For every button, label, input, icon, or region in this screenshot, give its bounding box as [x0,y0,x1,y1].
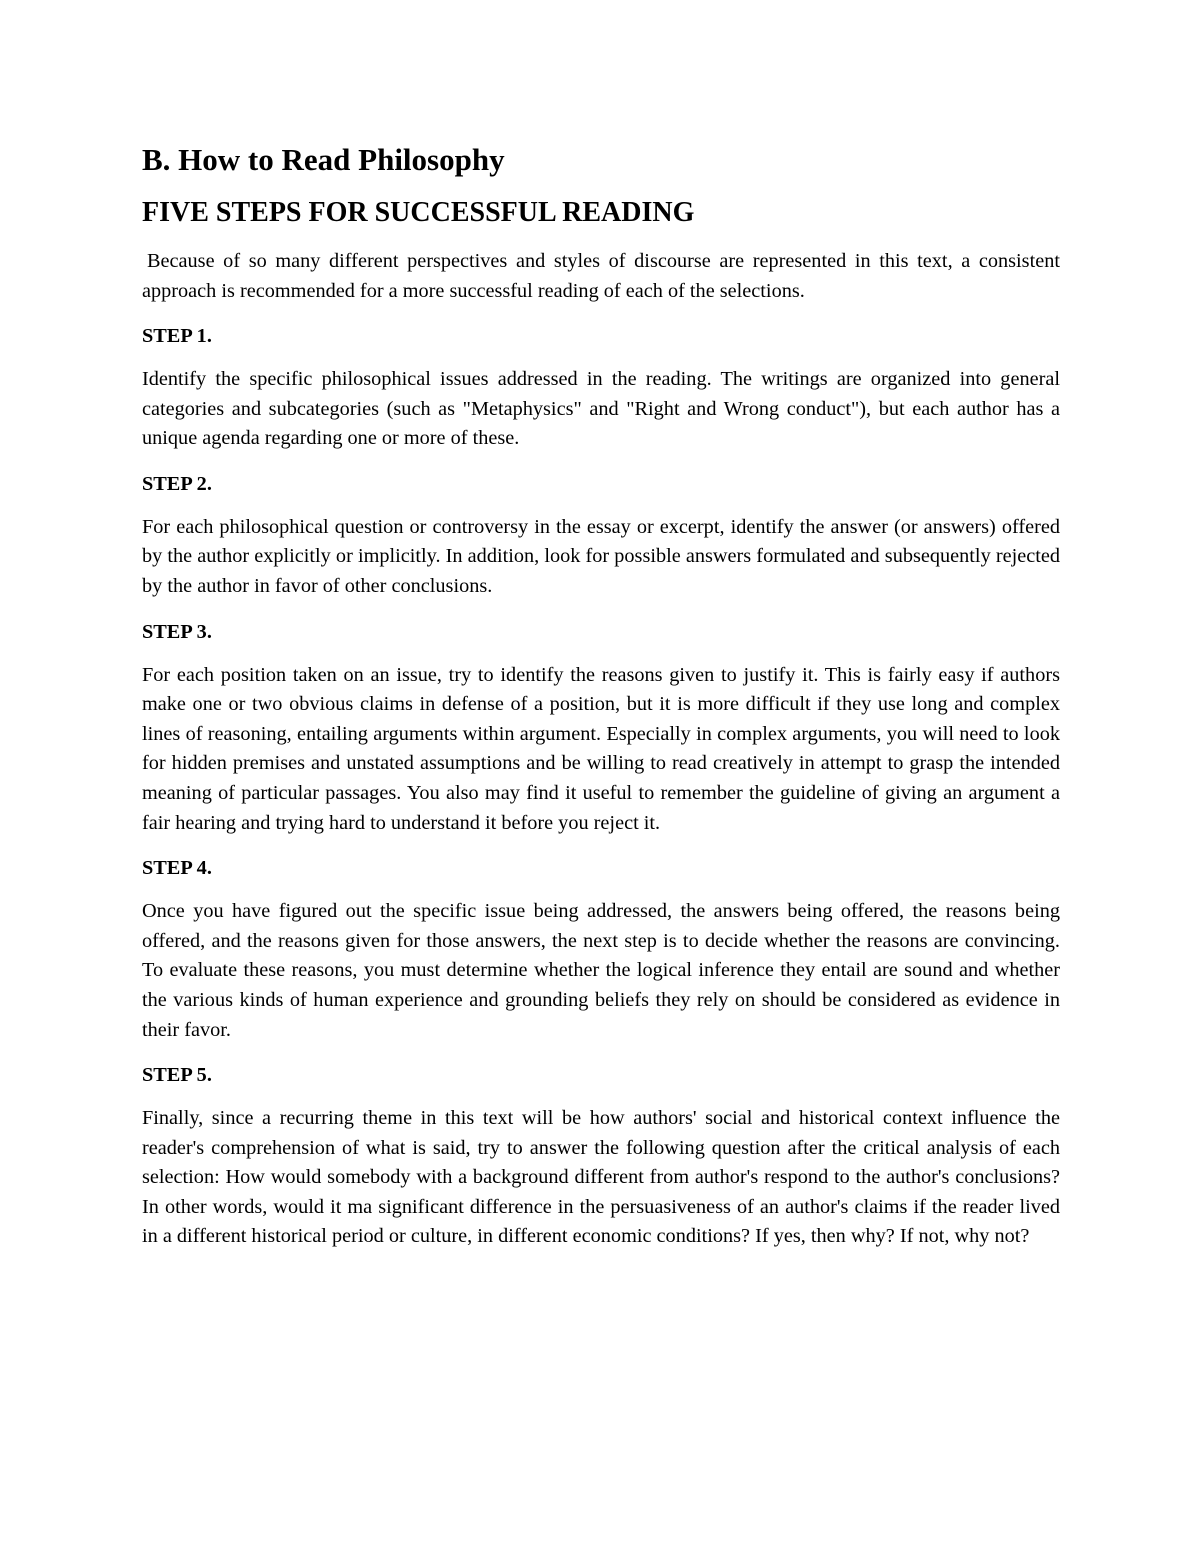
step-heading: STEP 2. [142,472,212,495]
step-1 [142,321,1060,454]
step-3 [142,617,1060,839]
step-body: Identify the specific philosophical issues addressed in the reading. The writings are organized into general categories and subcategories (such as "Metaphysics" and "Right and Wrong conduct"), but each author has a unique agenda regarding one or more of these. [142,368,1060,450]
step-body: Once you have figured out the specific issue being addressed, the answers being offered, the reasons being offered, and the reasons given for those answers, the next step is to decide whether the reasons are convincing. To evaluate these reasons, you must determine whether the logical inference they entail are sound and whether the various kinds of human experience and grounding beliefs they rely on should be considered as evidence in their favor. [142,900,1060,1041]
step-body: For each philosophical question or controversy in the essay or excerpt, identify the answer (or answers) offered by the author explicitly or implicitly. In addition, look for possible answers formulated and subsequently rejected by the author in favor of other conclusions. [142,515,1060,597]
step-body: Finally, since a recurring theme in this text will be how authors' social and historical context influence the reader's comprehension of what is said, try to answer the following question after the critical analysis of each selection: How would somebody with a background different from author's respond to the author's conclusions? In other words, would it ma significant difference in the persuasiveness of an author's claims if the reader lived in a different historical period or culture, in different economic conditions? If yes, then why? If not, why not? [142,1107,1060,1248]
step-heading: STEP 5. [142,1064,212,1087]
step-5 [142,1060,1060,1252]
document-page [142,140,1060,1252]
step-heading: STEP 1. [142,325,212,347]
step-4 [142,853,1060,1045]
step-heading: STEP 4. [142,857,212,880]
step-heading: STEP 3. [142,620,212,643]
section-subtitle: FIVE STEPS FOR SUCCESSFUL READING [142,197,695,228]
section-title: B. How to Read Philosophy [142,142,505,177]
step-body: For each position taken on an issue, try to identify the reasons given to justify it. This is fairly easy if authors make one or two obvious claims in defense of a position, but it is more difficult if they use long and complex lines of reasoning, entailing arguments within argument. Especially in complex arguments, you will need to look for hidden premises and unstated assumptions and be willing to read creatively in attempt to grasp the intended meaning of particular passages. You also may find it useful to remember the guideline of giving an argument a fair hearing and trying hard to understand it before you reject it. [142,663,1060,834]
intro-paragraph: Because of so many different perspectives and styles of discourse are represented in this text, a consistent approach is recommended for a more successful reading of each of the selections. [142,250,1060,302]
step-2 [142,469,1060,602]
